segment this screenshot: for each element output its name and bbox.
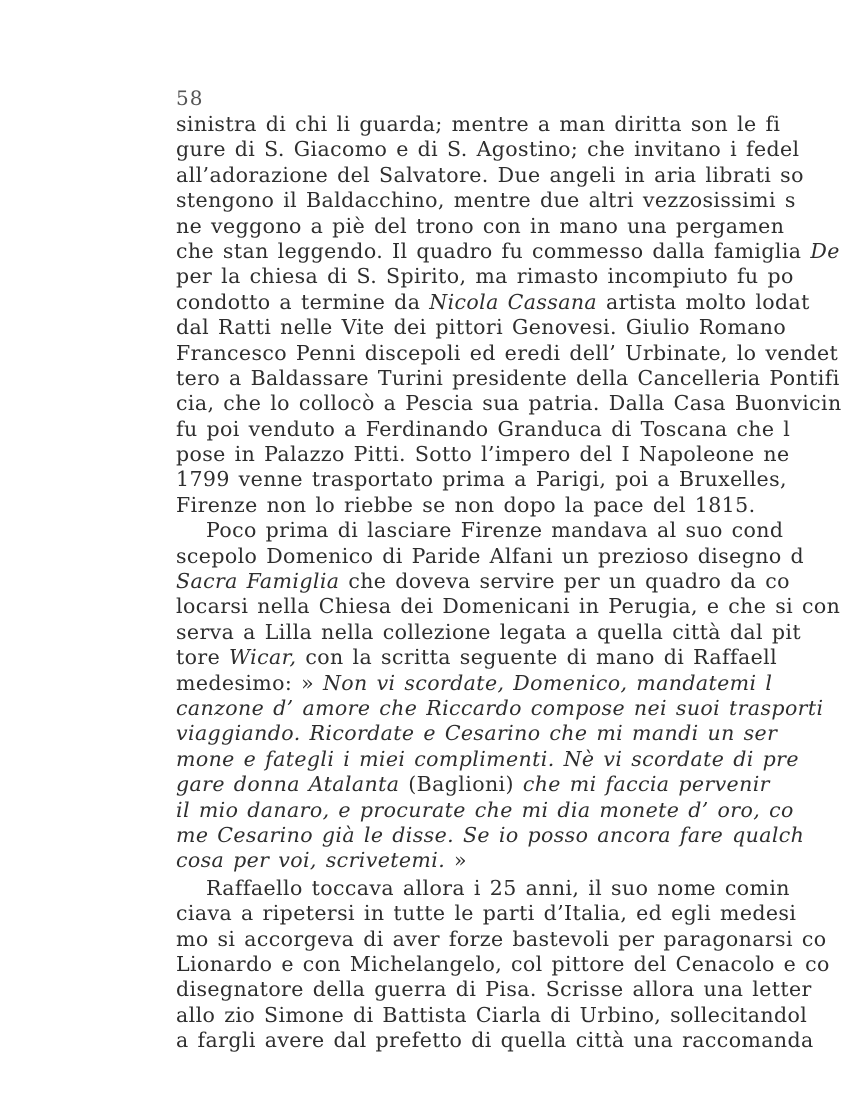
italic-text-segment: gare donna Atalanta	[176, 772, 400, 797]
italic-text-segment: Non vi scordate, Domenico, mandatemi l	[322, 670, 773, 695]
body-text	[176, 112, 842, 1053]
text-segment: mo si accorgeva di aver forze bastevoli per paragonarsi co	[176, 926, 827, 951]
italic-text-segment: canzone d’ amore che Riccardo compose nei suoi trasporti	[176, 695, 824, 720]
text-segment: medesimo: »	[176, 670, 323, 695]
italic-text-segment: cosa per voi, scrivetemi.	[176, 848, 446, 873]
text-segment: condotto a termine da	[176, 289, 430, 314]
text-segment: che stan leggendo. Il quadro fu commesso dalla famiglia	[176, 238, 811, 263]
text-line	[176, 213, 785, 239]
text-line	[176, 721, 778, 746]
text-line	[176, 1028, 814, 1053]
text-segment: Raffaello toccava allora i 25 anni, il suo nome comin	[206, 875, 790, 900]
text-line	[176, 188, 796, 213]
text-segment: Firenze non lo riebbe se non dopo la pace del 1815.	[176, 492, 756, 517]
italic-text-segment: me Cesarino già le disse. Se io posso ancora fare qualch	[176, 822, 805, 847]
text-segment: per la chiesa di S. Spirito, ma rimasto incompiuto fu po	[176, 264, 794, 289]
text-line	[176, 901, 797, 926]
text-line	[176, 543, 805, 569]
text-line	[176, 746, 799, 772]
text-segment: tero a Baldassare Turini presidente della Cancelleria Pontifi	[176, 365, 840, 390]
text-segment: gure di S. Giacomo e di S. Agostino; che invitano i fedel	[176, 137, 800, 162]
italic-text-segment: Nicola Cassana	[429, 289, 598, 314]
text-segment: scepolo Domenico di Paride Alfani un prezioso disegno d	[176, 543, 805, 568]
text-line	[176, 442, 790, 467]
text-line	[176, 875, 790, 901]
text-segment: Lionardo e con Michelangelo, col pittore del Cenacolo e co	[176, 951, 830, 976]
text-line	[176, 594, 841, 619]
text-segment: disegnatore della guerra di Pisa. Scrisse allora una letter	[176, 977, 812, 1002]
text-segment: pose in Palazzo Pitti. Sotto l’impero del I Napoleone ne	[176, 442, 790, 467]
text-line	[176, 391, 842, 416]
text-segment: Francesco Penni discepoli ed eredi dell’ Urbinate, lo vendet	[176, 340, 839, 365]
text-line	[176, 1002, 808, 1028]
text-segment: ne veggono a piè del trono con in mano una pergamen	[176, 213, 785, 238]
text-line	[176, 340, 839, 366]
text-line	[176, 492, 756, 518]
text-line	[176, 162, 804, 188]
text-line	[176, 797, 794, 823]
page-number: 58	[176, 86, 204, 110]
text-line	[176, 695, 824, 721]
text-segment: serva a Lilla nella collezione legata a quella città dal pit	[176, 619, 801, 644]
text-line	[176, 926, 827, 952]
text-segment: cia, che lo collocò a Pescia sua patria. Dalla Casa Buonvicin	[176, 391, 842, 416]
text-line	[176, 137, 800, 162]
text-segment: a fargli avere dal prefetto di quella città una raccomanda	[176, 1028, 814, 1053]
italic-text-segment: mone e fategli i miei complimenti. Nè vi scordate di pre	[176, 746, 799, 771]
text-line	[176, 772, 770, 797]
text-segment: Poco prima di lasciare Firenze mandava al suo cond	[206, 518, 784, 543]
text-segment: allo zio Simone di Battista Ciarla di Urbino, sollecitandol	[176, 1002, 808, 1027]
text-segment: all’adorazione del Salvatore. Due angeli in aria librati so	[176, 162, 804, 187]
italic-text-segment: Sacra Famiglia	[176, 569, 340, 594]
text-line	[176, 822, 805, 848]
italic-text-segment: De	[810, 238, 840, 263]
italic-text-segment: Wicar,	[229, 645, 297, 670]
italic-text-segment: che mi faccia pervenir	[522, 772, 770, 797]
text-line	[176, 977, 812, 1002]
text-segment: tore	[176, 645, 230, 670]
text-segment: stengono il Baldacchino, mentre due altri vezzosissimi s	[176, 188, 796, 213]
text-line	[176, 238, 840, 264]
text-line	[176, 518, 784, 543]
text-line	[176, 951, 830, 977]
text-segment: sinistra di chi li guarda; mentre a man diritta son le fi	[176, 112, 781, 136]
text-segment: dal Ratti nelle Vite dei pittori Genovesi. Giulio Romano	[176, 315, 787, 340]
text-line	[176, 416, 791, 442]
text-line	[176, 365, 840, 391]
text-segment: 1799 venne trasportato prima a Parigi, poi a Bruxelles,	[176, 467, 787, 492]
italic-text-segment: il mio danaro, e procurate che mi dia monete d’ oro, co	[176, 797, 794, 822]
text-segment: (Baglioni)	[399, 772, 523, 797]
text-line	[176, 645, 778, 670]
text-line	[176, 619, 801, 645]
text-segment: locarsi nella Chiesa dei Domenicani in Perugia, e che si con	[176, 594, 841, 619]
text-segment: con la scritta seguente di mano di Raffaell	[296, 645, 778, 670]
text-line	[176, 670, 773, 696]
text-line	[176, 315, 787, 340]
italic-text-segment: viaggiando. Ricordate e Cesarino che mi mandi un ser	[176, 721, 778, 746]
text-line	[176, 848, 700, 873]
text-line	[176, 289, 810, 315]
text-segment: »	[445, 848, 467, 873]
text-segment: fu poi venduto a Ferdinando Granduca di Toscana che l	[176, 416, 791, 441]
text-segment: ciava a ripetersi in tutte le parti d’Italia, ed egli medesi	[176, 901, 797, 926]
text-line	[176, 264, 794, 289]
text-line	[176, 112, 781, 137]
text-segment: artista molto lodat	[597, 289, 810, 314]
text-segment: che doveva servire per un quadro da co	[339, 569, 790, 594]
text-line	[176, 467, 787, 492]
text-line	[176, 569, 790, 594]
